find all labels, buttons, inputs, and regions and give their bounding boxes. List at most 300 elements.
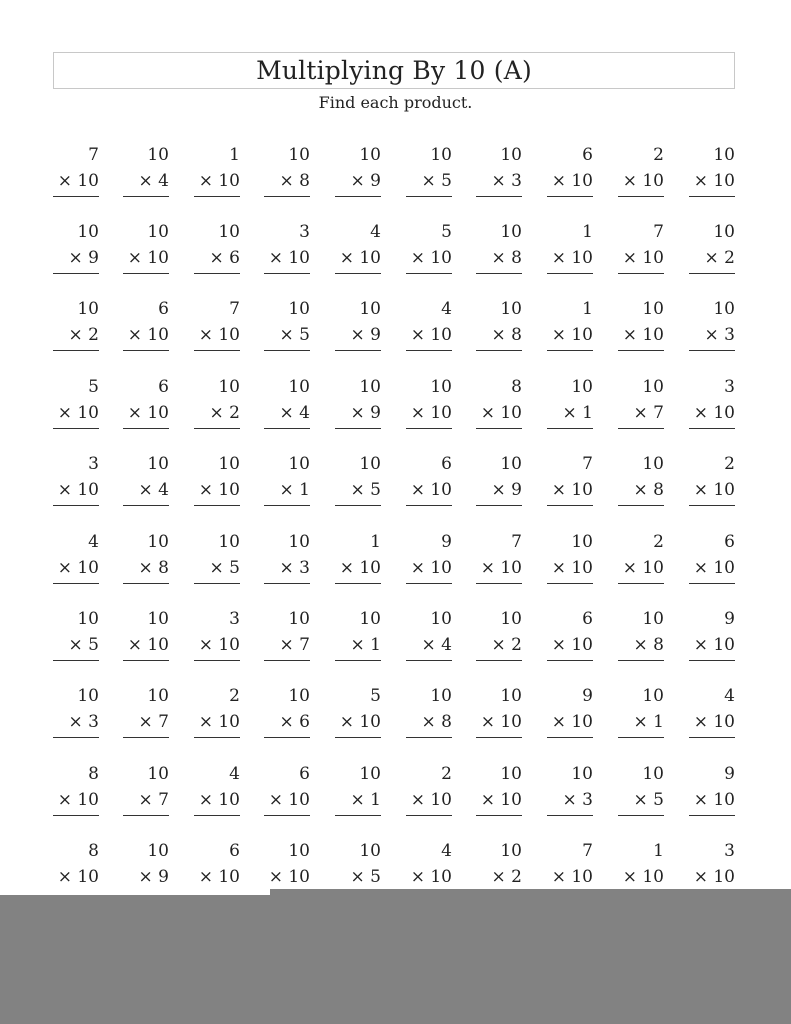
- problem-top-number: 10: [713, 299, 735, 319]
- problem: [264, 841, 310, 893]
- problem-multiplier: × 10: [622, 325, 664, 345]
- problem-multiplier: × 3: [491, 171, 522, 191]
- problem-multiplier: × 8: [279, 171, 310, 191]
- problem-top-number: 10: [147, 222, 169, 242]
- problem-multiplier: × 10: [551, 171, 593, 191]
- problem: [689, 764, 735, 816]
- problem-multiplier: × 8: [491, 325, 522, 345]
- problem: [618, 686, 664, 738]
- problem: [264, 532, 310, 584]
- answer-line: [476, 660, 522, 661]
- answer-line: [476, 815, 522, 816]
- answer-line: [406, 737, 452, 738]
- problem-top-number: 10: [571, 764, 593, 784]
- answer-line: [476, 428, 522, 429]
- problem-top-number: 10: [218, 377, 240, 397]
- problem-top-number: 10: [288, 532, 310, 552]
- problem: [194, 145, 240, 197]
- problem: [53, 686, 99, 738]
- problem-top-number: 6: [229, 841, 240, 861]
- problem: [689, 454, 735, 506]
- problem: [547, 145, 593, 197]
- answer-line: [264, 350, 310, 351]
- answer-line: [264, 583, 310, 584]
- answer-line: [618, 583, 664, 584]
- problem-multiplier: × 10: [410, 325, 452, 345]
- problem-multiplier: × 10: [693, 712, 735, 732]
- answer-line: [476, 583, 522, 584]
- answer-line: [264, 737, 310, 738]
- problem: [476, 222, 522, 274]
- problem-top-number: 6: [158, 299, 169, 319]
- problem-top-number: 2: [441, 764, 452, 784]
- problem-multiplier: × 10: [480, 558, 522, 578]
- problem-multiplier: × 8: [491, 248, 522, 268]
- problem: [53, 222, 99, 274]
- problem-multiplier: × 5: [279, 325, 310, 345]
- problem: [618, 532, 664, 584]
- answer-line: [406, 583, 452, 584]
- answer-line: [476, 737, 522, 738]
- problem: [689, 686, 735, 738]
- problem: [547, 764, 593, 816]
- problem-top-number: 10: [288, 686, 310, 706]
- problem: [547, 222, 593, 274]
- problem-multiplier: × 2: [68, 325, 99, 345]
- problem-multiplier: × 10: [198, 867, 240, 887]
- answer-line: [547, 660, 593, 661]
- answer-line: [689, 505, 735, 506]
- answer-line: [264, 273, 310, 274]
- problem: [53, 764, 99, 816]
- problem: [264, 222, 310, 274]
- problem-multiplier: × 10: [57, 171, 99, 191]
- problem: [123, 377, 169, 429]
- problem-top-number: 10: [571, 532, 593, 552]
- problem-top-number: 10: [288, 841, 310, 861]
- problem-multiplier: × 10: [198, 480, 240, 500]
- problem: [123, 145, 169, 197]
- problem-top-number: 10: [430, 145, 452, 165]
- problem-multiplier: × 4: [279, 403, 310, 423]
- problem: [53, 841, 99, 893]
- problem: [53, 454, 99, 506]
- problem: [618, 145, 664, 197]
- answer-line: [335, 505, 381, 506]
- problem: [618, 609, 664, 661]
- problem: [476, 377, 522, 429]
- problem: [123, 764, 169, 816]
- problem-top-number: 6: [582, 609, 593, 629]
- answer-line: [123, 660, 169, 661]
- answer-line: [689, 428, 735, 429]
- problem-multiplier: × 10: [693, 867, 735, 887]
- answer-line: [335, 660, 381, 661]
- problem-top-number: 10: [147, 609, 169, 629]
- problem: [476, 609, 522, 661]
- answer-line: [123, 505, 169, 506]
- problem-multiplier: × 10: [693, 635, 735, 655]
- answer-line: [406, 660, 452, 661]
- problem: [264, 609, 310, 661]
- problem: [547, 454, 593, 506]
- problem-multiplier: × 10: [57, 867, 99, 887]
- answer-line: [264, 428, 310, 429]
- page-title: Multiplying By 10 (A): [256, 56, 532, 85]
- problem-top-number: 10: [288, 454, 310, 474]
- answer-line: [53, 196, 99, 197]
- problem: [335, 377, 381, 429]
- problem-top-number: 2: [724, 454, 735, 474]
- problem-multiplier: × 4: [138, 171, 169, 191]
- problem-top-number: 10: [218, 532, 240, 552]
- answer-line: [264, 660, 310, 661]
- problem-top-number: 10: [713, 222, 735, 242]
- problem-multiplier: × 10: [198, 712, 240, 732]
- answer-line: [335, 815, 381, 816]
- problem-top-number: 6: [582, 145, 593, 165]
- answer-line: [123, 737, 169, 738]
- problem-multiplier: × 6: [279, 712, 310, 732]
- problem: [406, 764, 452, 816]
- problem: [335, 764, 381, 816]
- answer-line: [123, 428, 169, 429]
- problem: [194, 222, 240, 274]
- problem-top-number: 10: [500, 299, 522, 319]
- problem: [264, 145, 310, 197]
- answer-line: [547, 428, 593, 429]
- answer-line: [194, 350, 240, 351]
- problem: [335, 686, 381, 738]
- answer-line: [264, 196, 310, 197]
- problem-top-number: 6: [724, 532, 735, 552]
- problem: [53, 609, 99, 661]
- answer-line: [264, 505, 310, 506]
- problem: [547, 609, 593, 661]
- problem-top-number: 8: [88, 841, 99, 861]
- problem-multiplier: × 10: [410, 558, 452, 578]
- problem-multiplier: × 5: [421, 171, 452, 191]
- problem: [689, 841, 735, 893]
- answer-line: [618, 660, 664, 661]
- problem-top-number: 4: [441, 841, 452, 861]
- problem-top-number: 4: [370, 222, 381, 242]
- answer-line: [618, 737, 664, 738]
- problem-top-number: 10: [359, 764, 381, 784]
- problem-multiplier: × 5: [350, 480, 381, 500]
- answer-line: [689, 660, 735, 661]
- problem-multiplier: × 10: [268, 790, 310, 810]
- answer-line: [53, 428, 99, 429]
- problem: [406, 454, 452, 506]
- answer-line: [194, 505, 240, 506]
- problem-multiplier: × 10: [410, 403, 452, 423]
- instructions: Find each product.: [318, 93, 473, 112]
- problem: [476, 454, 522, 506]
- problem-top-number: 7: [582, 841, 593, 861]
- problem-multiplier: × 2: [209, 403, 240, 423]
- problem: [53, 532, 99, 584]
- problem: [264, 299, 310, 351]
- problem-multiplier: × 10: [57, 558, 99, 578]
- problem-top-number: 10: [147, 532, 169, 552]
- problem-top-number: 10: [642, 299, 664, 319]
- answer-line: [53, 815, 99, 816]
- problem-multiplier: × 9: [138, 867, 169, 887]
- problem-multiplier: × 10: [693, 403, 735, 423]
- problem: [335, 299, 381, 351]
- problem-multiplier: × 10: [551, 558, 593, 578]
- answer-line: [53, 660, 99, 661]
- problem: [618, 764, 664, 816]
- problem: [194, 377, 240, 429]
- problem-multiplier: × 7: [633, 403, 664, 423]
- answer-line: [618, 505, 664, 506]
- problem-multiplier: × 10: [198, 635, 240, 655]
- problem-top-number: 1: [582, 299, 593, 319]
- answer-line: [689, 737, 735, 738]
- answer-line: [53, 505, 99, 506]
- problem-top-number: 10: [642, 377, 664, 397]
- answer-line: [547, 815, 593, 816]
- answer-line: [618, 350, 664, 351]
- problem-multiplier: × 9: [491, 480, 522, 500]
- answer-line: [689, 350, 735, 351]
- problem: [547, 377, 593, 429]
- problem-multiplier: × 10: [480, 403, 522, 423]
- problem-multiplier: × 10: [410, 790, 452, 810]
- problem-top-number: 10: [430, 377, 452, 397]
- problem-multiplier: × 1: [633, 712, 664, 732]
- problem-top-number: 1: [370, 532, 381, 552]
- answer-line: [335, 350, 381, 351]
- answer-line: [123, 350, 169, 351]
- problem-multiplier: × 4: [421, 635, 452, 655]
- problem-top-number: 2: [653, 532, 664, 552]
- problem: [335, 532, 381, 584]
- problem: [335, 609, 381, 661]
- problem: [123, 454, 169, 506]
- answer-line: [194, 737, 240, 738]
- problem-top-number: 3: [88, 454, 99, 474]
- problem-multiplier: × 10: [198, 171, 240, 191]
- problem-top-number: 10: [77, 609, 99, 629]
- answer-line: [689, 583, 735, 584]
- problem-multiplier: × 4: [138, 480, 169, 500]
- problem: [406, 532, 452, 584]
- problem-multiplier: × 8: [633, 480, 664, 500]
- problem-top-number: 10: [500, 686, 522, 706]
- answer-line: [618, 196, 664, 197]
- problem-top-number: 9: [582, 686, 593, 706]
- problem-top-number: 10: [147, 841, 169, 861]
- problem-multiplier: × 7: [138, 790, 169, 810]
- problem: [53, 377, 99, 429]
- problem-multiplier: × 9: [350, 171, 381, 191]
- problem: [123, 609, 169, 661]
- answer-line: [264, 815, 310, 816]
- problem-multiplier: × 5: [633, 790, 664, 810]
- problem: [406, 686, 452, 738]
- problem-top-number: 10: [571, 377, 593, 397]
- answer-line: [194, 660, 240, 661]
- answer-line: [335, 737, 381, 738]
- answer-line: [53, 350, 99, 351]
- problem-top-number: 4: [229, 764, 240, 784]
- problem: [123, 686, 169, 738]
- problem-multiplier: × 3: [279, 558, 310, 578]
- problem-multiplier: × 10: [198, 790, 240, 810]
- answer-line: [335, 273, 381, 274]
- problem-multiplier: × 10: [551, 635, 593, 655]
- problem-top-number: 5: [441, 222, 452, 242]
- problem-top-number: 10: [642, 454, 664, 474]
- problem-top-number: 5: [88, 377, 99, 397]
- problem-top-number: 5: [370, 686, 381, 706]
- problem: [335, 145, 381, 197]
- problem: [618, 841, 664, 893]
- problem-top-number: 8: [88, 764, 99, 784]
- problem: [689, 532, 735, 584]
- problem-multiplier: × 10: [339, 558, 381, 578]
- problem-top-number: 10: [500, 145, 522, 165]
- problem-top-number: 9: [724, 609, 735, 629]
- problem-multiplier: × 10: [693, 480, 735, 500]
- problem: [406, 145, 452, 197]
- problem-top-number: 10: [359, 299, 381, 319]
- problem-multiplier: × 2: [491, 867, 522, 887]
- problem-top-number: 4: [88, 532, 99, 552]
- answer-line: [689, 196, 735, 197]
- problem-top-number: 10: [359, 377, 381, 397]
- problem-top-number: 1: [653, 841, 664, 861]
- problem-multiplier: × 2: [491, 635, 522, 655]
- problem-multiplier: × 10: [551, 867, 593, 887]
- problem-multiplier: × 10: [268, 867, 310, 887]
- problem-multiplier: × 8: [138, 558, 169, 578]
- problem-top-number: 10: [77, 222, 99, 242]
- answer-line: [689, 273, 735, 274]
- problem: [618, 222, 664, 274]
- problem: [618, 299, 664, 351]
- problem-multiplier: × 10: [127, 248, 169, 268]
- problem-top-number: 10: [500, 609, 522, 629]
- problem-top-number: 8: [511, 377, 522, 397]
- problem: [406, 222, 452, 274]
- problem: [689, 609, 735, 661]
- problem-top-number: 10: [500, 841, 522, 861]
- problem-multiplier: × 10: [127, 635, 169, 655]
- problem-multiplier: × 10: [693, 558, 735, 578]
- problem-multiplier: × 10: [410, 480, 452, 500]
- gray-overlay-band: [0, 889, 791, 1024]
- problem-multiplier: × 2: [704, 248, 735, 268]
- problem: [618, 377, 664, 429]
- problem-top-number: 10: [500, 222, 522, 242]
- page-edge-strip: [0, 889, 270, 895]
- problem-top-number: 10: [147, 145, 169, 165]
- problem-multiplier: × 9: [68, 248, 99, 268]
- problem: [53, 299, 99, 351]
- problem: [264, 764, 310, 816]
- problem: [406, 841, 452, 893]
- problem-multiplier: × 10: [622, 171, 664, 191]
- problem-multiplier: × 3: [68, 712, 99, 732]
- problem-multiplier: × 10: [198, 325, 240, 345]
- problem: [194, 532, 240, 584]
- problem-multiplier: × 10: [410, 248, 452, 268]
- answer-line: [547, 273, 593, 274]
- problem: [264, 686, 310, 738]
- answer-line: [476, 273, 522, 274]
- problem-top-number: 1: [582, 222, 593, 242]
- problem-multiplier: × 10: [551, 325, 593, 345]
- problem-top-number: 10: [288, 377, 310, 397]
- problem-top-number: 6: [441, 454, 452, 474]
- problem-multiplier: × 3: [562, 790, 593, 810]
- answer-line: [194, 583, 240, 584]
- answer-line: [476, 350, 522, 351]
- problem: [406, 609, 452, 661]
- problem-top-number: 10: [642, 686, 664, 706]
- problem: [194, 299, 240, 351]
- problem-top-number: 6: [158, 377, 169, 397]
- answer-line: [547, 583, 593, 584]
- problem-multiplier: × 8: [421, 712, 452, 732]
- answer-line: [476, 196, 522, 197]
- answer-line: [476, 505, 522, 506]
- problem-multiplier: × 10: [693, 171, 735, 191]
- problem: [264, 377, 310, 429]
- problem-top-number: 10: [147, 454, 169, 474]
- problem-multiplier: × 10: [127, 325, 169, 345]
- problem-top-number: 9: [441, 532, 452, 552]
- problem-top-number: 2: [653, 145, 664, 165]
- problem-top-number: 7: [88, 145, 99, 165]
- problem-top-number: 3: [724, 377, 735, 397]
- problem: [194, 686, 240, 738]
- problem: [547, 299, 593, 351]
- problem-top-number: 10: [147, 686, 169, 706]
- problem: [406, 377, 452, 429]
- problem: [476, 686, 522, 738]
- problem: [335, 841, 381, 893]
- problem-multiplier: × 10: [410, 867, 452, 887]
- problem-top-number: 10: [288, 609, 310, 629]
- answer-line: [406, 273, 452, 274]
- problem-top-number: 4: [441, 299, 452, 319]
- problem-top-number: 10: [500, 764, 522, 784]
- problem-top-number: 10: [288, 145, 310, 165]
- problem-top-number: 10: [218, 222, 240, 242]
- problem: [264, 454, 310, 506]
- problem-multiplier: × 1: [350, 635, 381, 655]
- problem-top-number: 10: [77, 299, 99, 319]
- problem: [476, 299, 522, 351]
- problem-multiplier: × 10: [57, 790, 99, 810]
- problem: [476, 145, 522, 197]
- answer-line: [406, 815, 452, 816]
- answer-line: [547, 737, 593, 738]
- problem-top-number: 10: [77, 686, 99, 706]
- problem-top-number: 10: [430, 686, 452, 706]
- problem: [476, 764, 522, 816]
- problem-top-number: 3: [299, 222, 310, 242]
- problem: [335, 454, 381, 506]
- problem: [194, 454, 240, 506]
- problem-multiplier: × 8: [633, 635, 664, 655]
- problem: [618, 454, 664, 506]
